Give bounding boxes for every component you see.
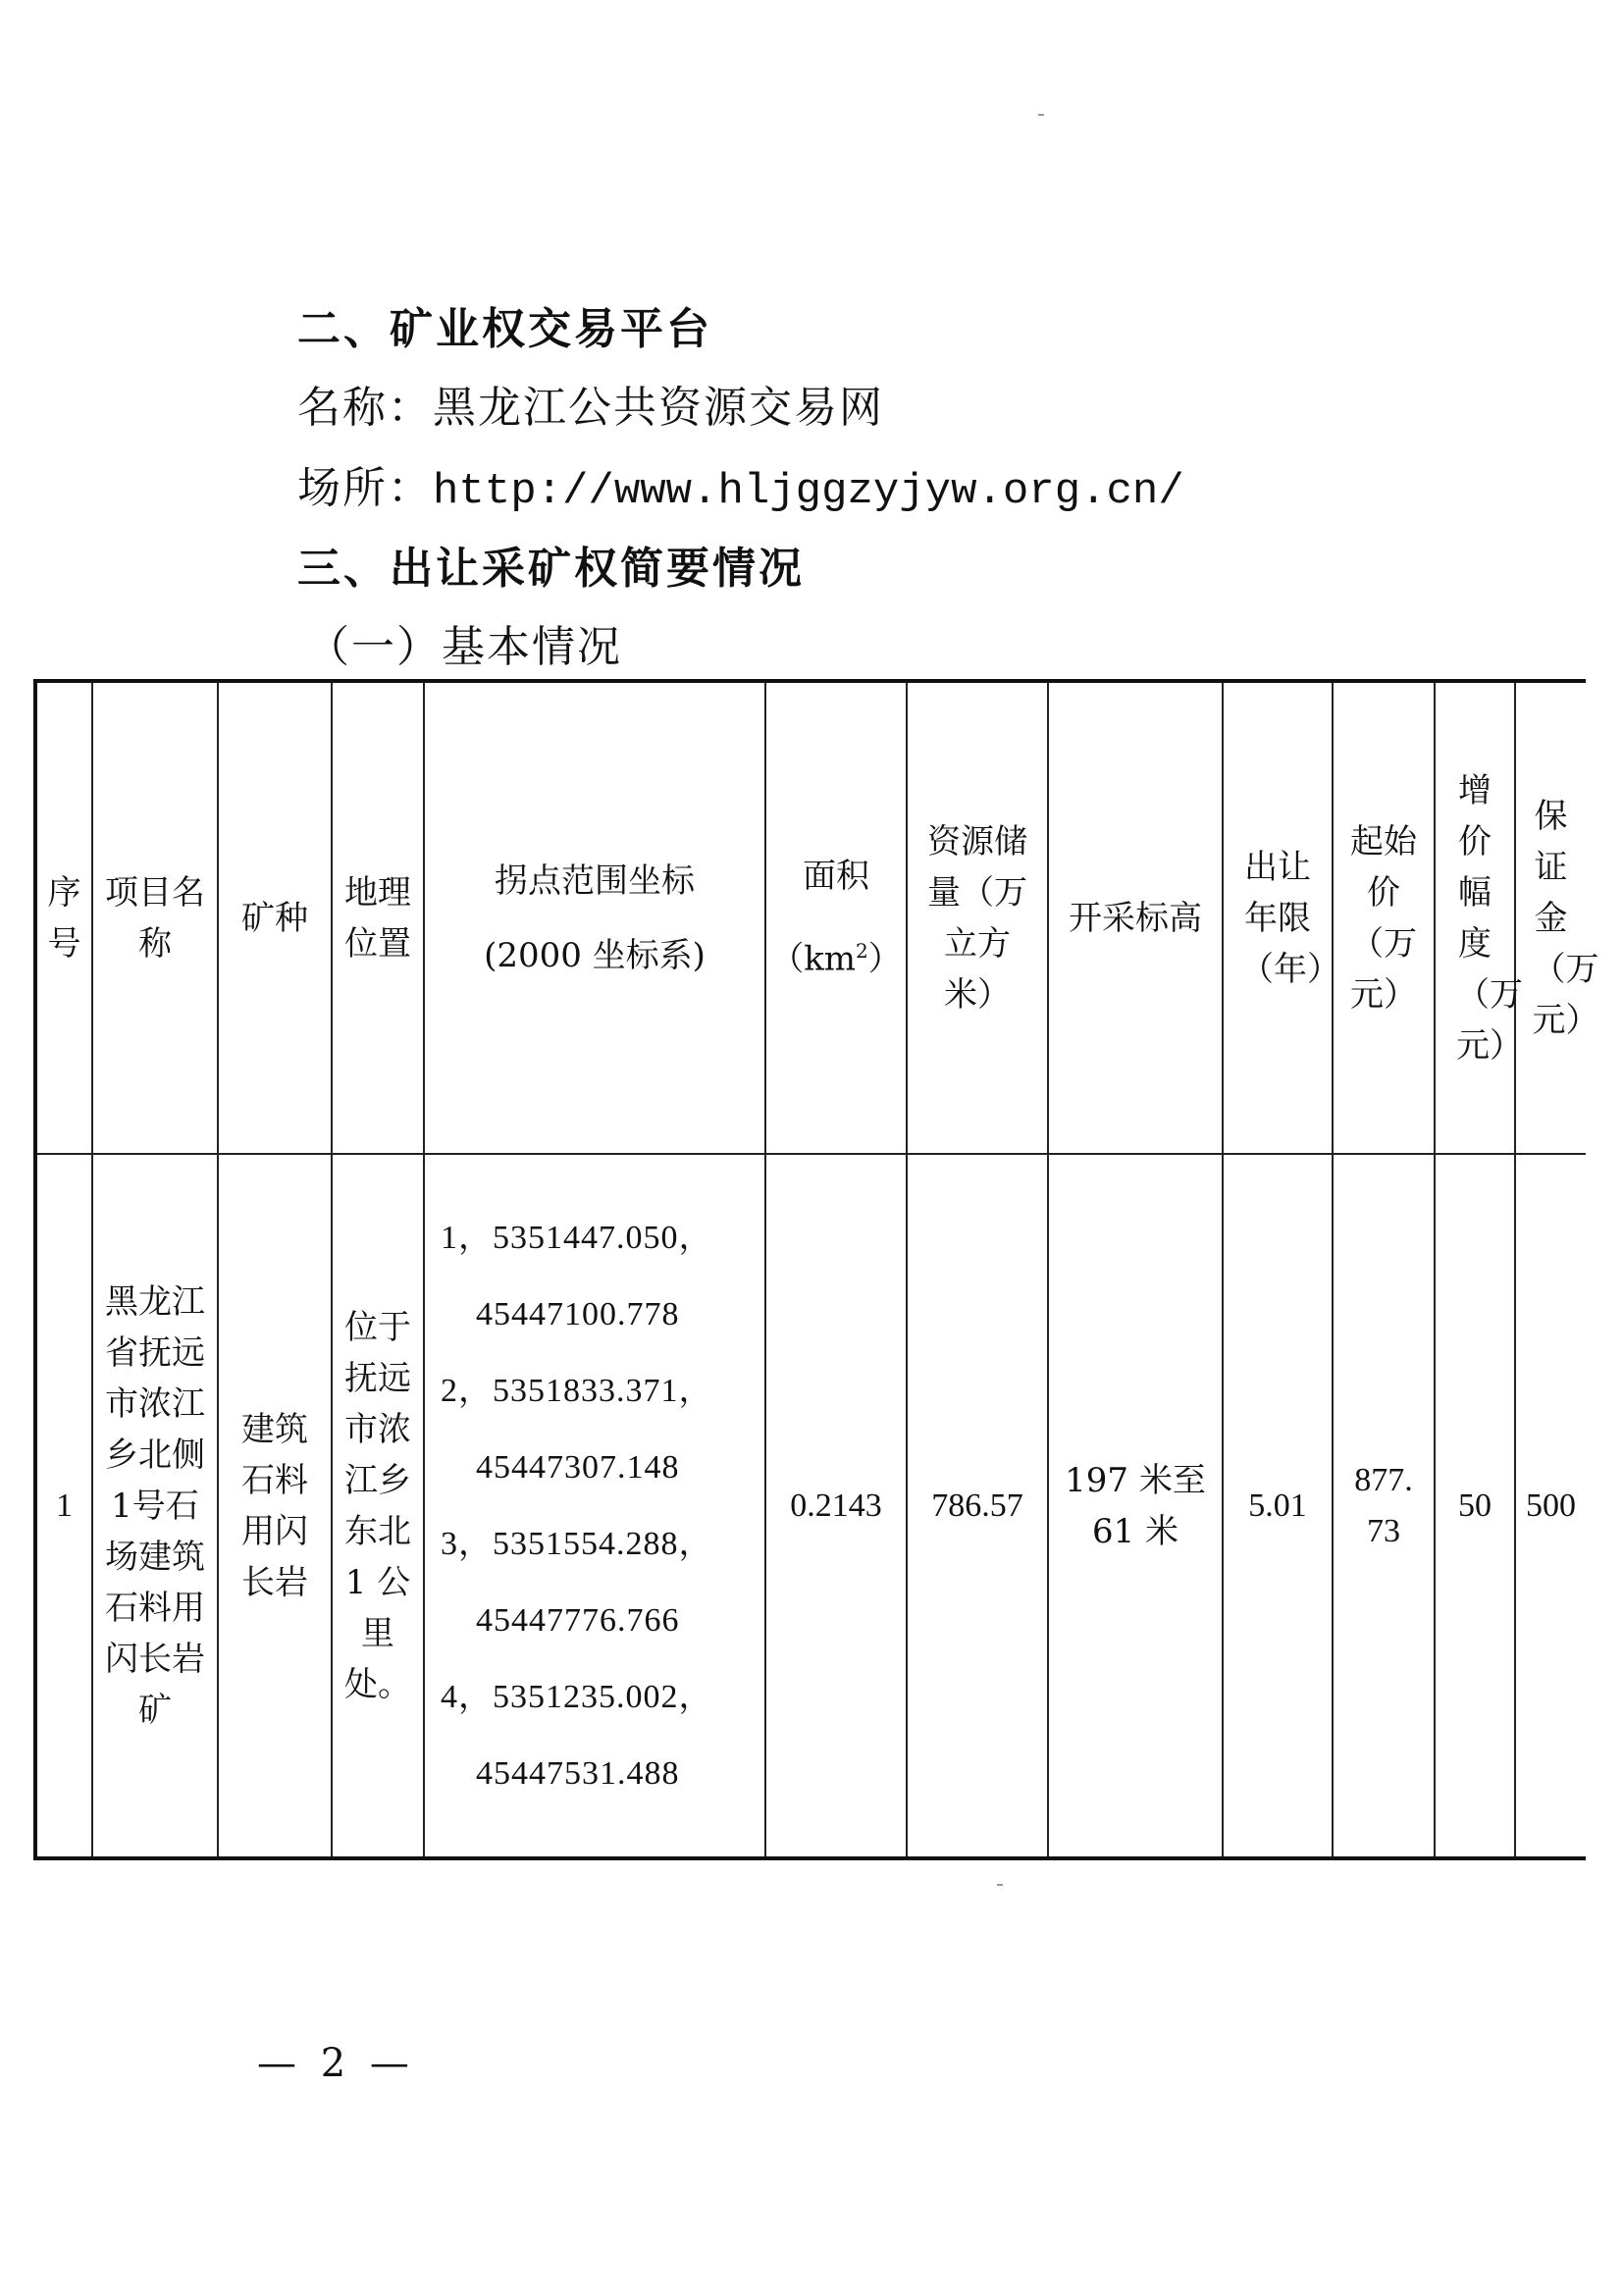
header-seq: 序号 (35, 681, 92, 1154)
coord-line: 2，5351833.371， (441, 1372, 713, 1409)
section-heading-overview: 三、出让采矿权简要情况 (297, 544, 805, 594)
platform-site-line (297, 461, 1184, 519)
site-url: http://www.hljggzyjyw.org.cn/ (433, 467, 1184, 516)
cell-increment: 50 (1435, 1154, 1515, 1858)
header-project: 项目名称 (92, 681, 218, 1154)
scan-speck (1038, 114, 1044, 116)
cell-reserves: 786.57 (907, 1154, 1048, 1858)
coord-line: 45447776.766 (476, 1601, 680, 1639)
page-number: — 2 — (257, 2041, 415, 2086)
cell-coords (424, 1154, 765, 1858)
platform-name-line: 名称：黑龙江公共资源交易网 (297, 383, 884, 433)
header-coords-system: (2000 坐标系) (484, 935, 706, 975)
header-location: 地理位置 (332, 681, 424, 1154)
header-deposit: 保证金（万元） (1515, 681, 1586, 1154)
coord-line: 4，5351235.002， (441, 1678, 713, 1715)
table-header-row (35, 681, 1586, 1154)
scan-speck (997, 1884, 1003, 1886)
coord-line: 1，5351447.050， (441, 1219, 713, 1256)
cell-location: 位于抚远市浓江乡东北1 公里处。 (332, 1154, 424, 1858)
coord-line: 3，5351554.288， (441, 1525, 713, 1562)
cell-term: 5.01 (1223, 1154, 1333, 1858)
coord-line: 45447531.488 (476, 1754, 680, 1792)
header-coords (424, 681, 765, 1154)
site-label: 场所： (297, 463, 433, 513)
header-reserves: 资源储量（万立方米） (907, 681, 1048, 1154)
header-area (765, 681, 907, 1154)
header-area-unit: $(km^2)$ (770, 939, 902, 979)
mining-rights-table (33, 679, 1599, 1860)
cell-seq: 1 (35, 1154, 92, 1858)
header-start-price: 起始价（万元） (1333, 681, 1435, 1154)
header-coords-title: 拐点范围坐标 (495, 861, 695, 901)
header-elevation: 开采标高 (1048, 681, 1223, 1154)
header-mineral: 矿种 (218, 681, 332, 1154)
table-row (35, 1154, 1586, 1858)
cell-start-price: 877.73 (1333, 1154, 1435, 1858)
cell-elevation: 197 米至61 米 (1048, 1154, 1223, 1858)
cell-area: 0.2143 (765, 1154, 907, 1858)
cell-deposit: 500 (1515, 1154, 1586, 1858)
coord-line: 45447307.148 (476, 1448, 680, 1486)
cell-mineral: 建筑石料用闪长岩 (218, 1154, 332, 1858)
cell-project: 黑龙江省抚远市浓江乡北侧1号石场建筑石料用闪长岩矿 (92, 1154, 218, 1858)
header-area-title: 面积 (803, 857, 869, 897)
header-increment: 增价幅度（万元） (1435, 681, 1515, 1154)
section-heading-platform: 二、矿业权交易平台 (297, 304, 712, 354)
coord-line: 45447100.778 (476, 1295, 680, 1332)
header-term: 出让年限（年） (1223, 681, 1333, 1154)
subsection-heading-basic: （一）基本情况 (306, 622, 622, 672)
